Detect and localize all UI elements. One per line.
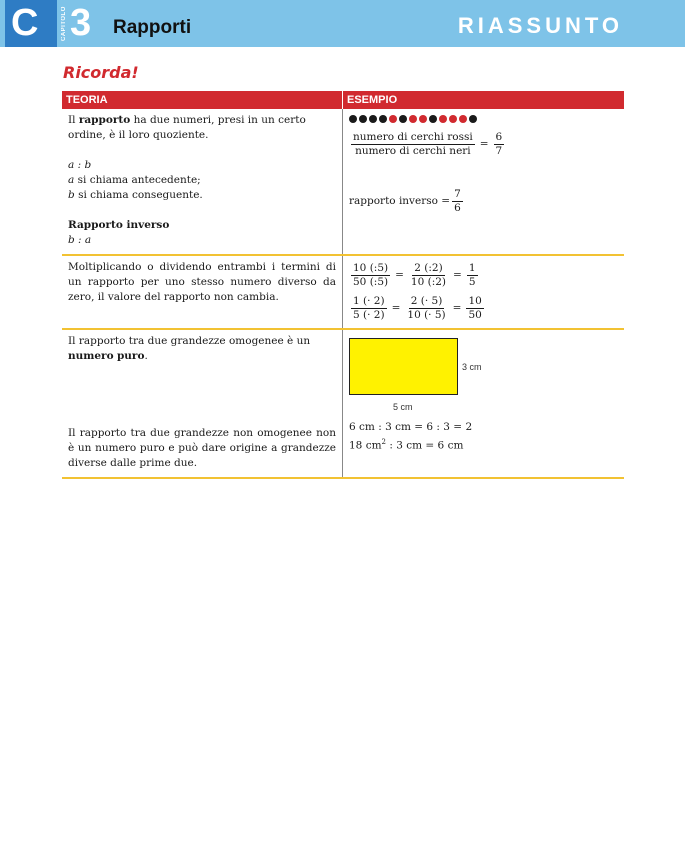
chapter-header: [0, 0, 685, 47]
rectangle-figure: [349, 338, 618, 420]
multiplication-example: $\frac{1 (\cdot 2)}{5 (\cdot 2)}$ = $\frac{2 (\cdot 5)}{10 (\cdot 5)}$ = $\frac{10}{50}$: [353, 295, 482, 321]
esempio-cell: [343, 330, 624, 477]
fraction: $\frac{10 (:5)}{50 (:5)}$: [353, 262, 389, 288]
consequent-line: b si chiama conseguente.: [68, 189, 203, 201]
red-circle: [389, 115, 397, 123]
teoria-cell: [62, 330, 343, 477]
division-example: $\frac{10 (:5)}{50 (:5)}$ = $\frac{2 (:2)}{10 (:2)}$ = $\frac{1}{5}$: [353, 262, 476, 288]
black-circle: [359, 115, 367, 123]
fraction: $\frac{\text{numero di cerchi rossi}}{\text{numero di cerchi neri}}$: [353, 131, 473, 157]
antecedent-line: a si chiama antecedente;: [68, 174, 201, 186]
fraction: $\frac{1}{5}$: [468, 262, 476, 288]
table-row: [62, 256, 624, 330]
esempio-cell: [343, 109, 624, 254]
ricorda-heading: Ricorda!: [63, 63, 139, 82]
invariant-property: Moltiplicando o dividendo entrambi i termini di un rapporto per uno stesso numero diverso da zero, il valore del rapporto non cambia.: [68, 261, 336, 303]
inverse-notation: b : a: [68, 234, 92, 246]
pure-number-statement: Il rapporto tra due grandezze omogenee è un numero puro.: [68, 335, 311, 362]
black-circle: [369, 115, 377, 123]
header-esempio: ESEMPIO: [347, 94, 398, 106]
yellow-rectangle: [349, 338, 458, 395]
black-circle: [379, 115, 387, 123]
esempio-cell: [343, 256, 624, 328]
rectangle-width-label: 5 cm: [393, 402, 413, 412]
red-circle: [419, 115, 427, 123]
non-pure-statement: Il rapporto tra due grandezze non omogenee non è un numero puro e può dare origine a grandezze diverse dalle prime due.: [68, 427, 336, 469]
non-pure-ratio-example: 18 $cm^2$ : 3 cm = 6 cm: [349, 438, 464, 452]
fraction: $\frac{1 (\cdot 2)}{5 (\cdot 2)}$: [353, 295, 385, 321]
teoria-cell: [62, 109, 343, 254]
chapter-number: 3: [70, 2, 92, 44]
fraction: $\frac{2 (\cdot 5)}{10 (\cdot 5)}$: [407, 295, 446, 321]
fraction: $\frac{7}{6}$: [454, 188, 461, 214]
red-circle: [459, 115, 467, 123]
red-circle: [439, 115, 447, 123]
section-title: RIASSUNTO: [457, 13, 623, 38]
fraction: $\frac{10}{50}$: [468, 295, 482, 321]
circles-row: [349, 115, 618, 123]
circles-ratio-formula: $\frac{\text{numero di cerchi rossi}}{\text{numero di cerchi neri}}$ = $\frac{6}{7}$: [353, 131, 503, 157]
summary-table: [62, 91, 624, 479]
table-row: [62, 330, 624, 479]
ratio-notation: a : b: [68, 159, 92, 171]
table-header: [62, 91, 624, 109]
black-circle: [349, 115, 357, 123]
black-circle: [399, 115, 407, 123]
header-teoria: TEORIA: [62, 91, 343, 109]
chapter-label: CAPITOLO: [61, 6, 67, 42]
pure-ratio-example: 6 cm : 3 cm = 6 : 3 = 2: [349, 421, 473, 433]
rectangle-height-label: 3 cm: [462, 362, 482, 372]
red-circle: [409, 115, 417, 123]
black-circle: [429, 115, 437, 123]
ratio-definition: Il rapporto ha due numeri, presi in un certo ordine, è il loro quoziente.: [68, 114, 306, 141]
chapter-letter: C: [5, 0, 57, 47]
inverse-ratio-formula: rapporto inverso = $\frac{7}{6}$: [349, 188, 461, 214]
table-row: [62, 109, 624, 256]
chapter-title: Rapporti: [113, 17, 192, 38]
teoria-cell: [62, 256, 343, 328]
inverse-title: Rapporto inverso: [68, 219, 170, 231]
fraction: $\frac{2 (:2)}{10 (:2)}$: [410, 262, 447, 288]
red-circle: [449, 115, 457, 123]
fraction: $\frac{6}{7}$: [495, 131, 503, 157]
black-circle: [469, 115, 477, 123]
